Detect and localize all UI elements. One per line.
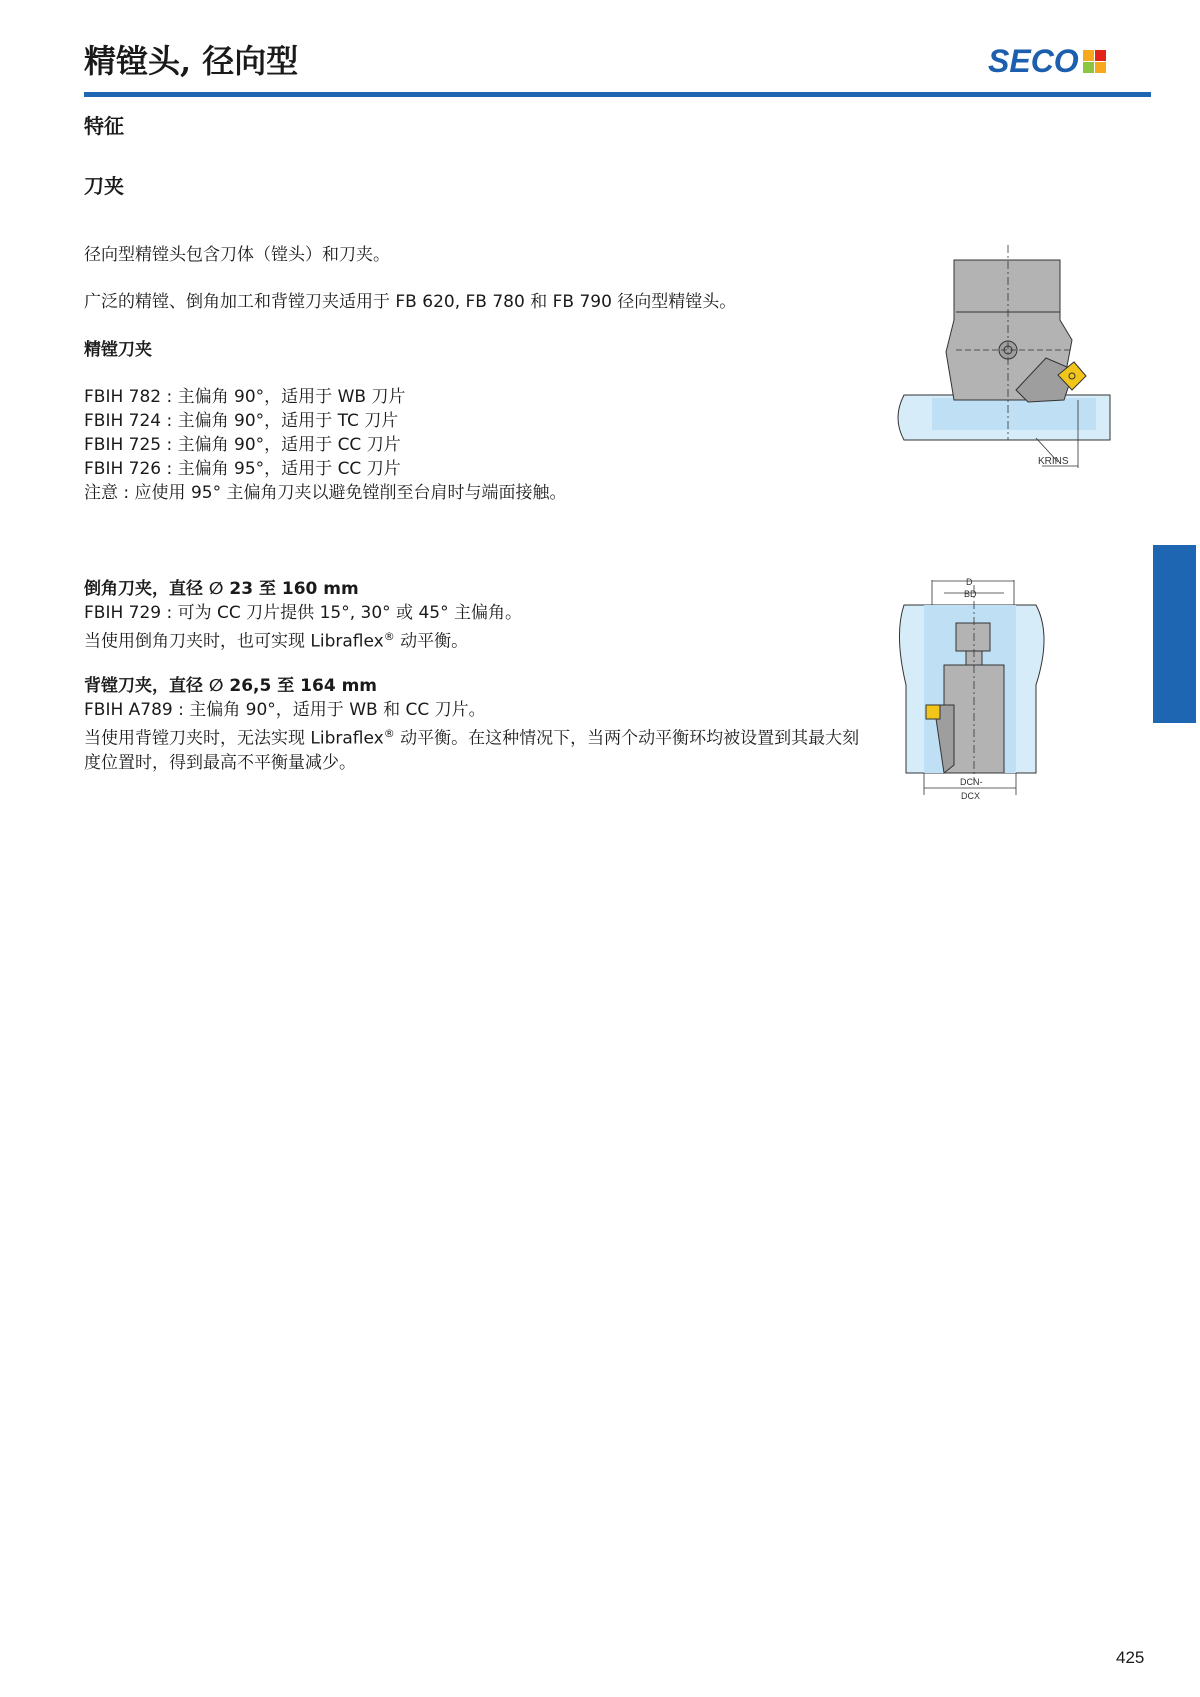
- note-text: 注意 : 应使用 95° 主偏角刀夹以避免镗削至台肩时与端面接触。: [84, 483, 567, 503]
- dcx-label: DCX: [961, 791, 981, 801]
- list-item: FBIH 726 : 主偏角 95°，适用于 CC 刀片: [84, 459, 401, 479]
- backboring-heading: 背镗刀夹，直径 ∅ 26,5 至 164 mm: [84, 676, 378, 696]
- page-title: 精镗头, 径向型: [84, 42, 299, 80]
- holders-heading: 刀夹: [84, 174, 124, 198]
- finishing-heading: 精镗刀夹: [84, 340, 152, 360]
- dcn-label: DCN-: [960, 777, 983, 787]
- backboring-line: 度位置时，得到最高不平衡量减少。: [84, 752, 356, 773]
- side-tab: [1153, 545, 1196, 723]
- backboring-line: 当使用背镗刀夹时，无法实现 Libraflex® 动平衡。在这种情况下，当两个动平衡环均被设置到其最大刻: [84, 727, 860, 749]
- chamfer-line: 当使用倒角刀夹时，也可实现 Libraflex® 动平衡。: [84, 630, 469, 652]
- backboring-holder-figure: [896, 575, 1052, 815]
- intro-text: 径向型精镗头包含刀体（镗头）和刀夹。: [84, 245, 390, 265]
- backboring-block: [84, 674, 859, 775]
- page-number: 425: [1116, 1648, 1145, 1667]
- chamfer-line: FBIH 729 : 可为 CC 刀片提供 15°, 30° 或 45° 主偏角。: [84, 603, 522, 623]
- range-text: 广泛的精镗、倒角加工和背镗刀夹适用于 FB 620, FB 780 和 FB 790 径向型精镗头。: [84, 292, 737, 312]
- chamfer-block: [84, 577, 522, 654]
- header-rule: [84, 92, 1151, 97]
- chamfer-heading: 倒角刀夹，直径 ∅ 23 至 160 mm: [84, 579, 359, 599]
- list-item: FBIH 724 : 主偏角 90°，适用于 TC 刀片: [84, 411, 399, 431]
- list-item: FBIH 782 : 主偏角 90°，适用于 WB 刀片: [84, 387, 406, 407]
- krins-label: KRINS: [1038, 456, 1069, 467]
- backboring-line: FBIH A789 : 主偏角 90°，适用于 WB 和 CC 刀片。: [84, 700, 486, 720]
- finishing-holder-figure: [896, 240, 1120, 476]
- logo-mark-icon: [1083, 50, 1106, 73]
- seco-logo: [988, 44, 1106, 78]
- d-label: D: [966, 577, 973, 587]
- logo-text: SECO: [988, 43, 1079, 79]
- finishing-list: [84, 385, 566, 505]
- features-heading: 特征: [84, 114, 124, 138]
- bd-label: BD: [964, 589, 977, 599]
- list-item: FBIH 725 : 主偏角 90°，适用于 CC 刀片: [84, 435, 401, 455]
